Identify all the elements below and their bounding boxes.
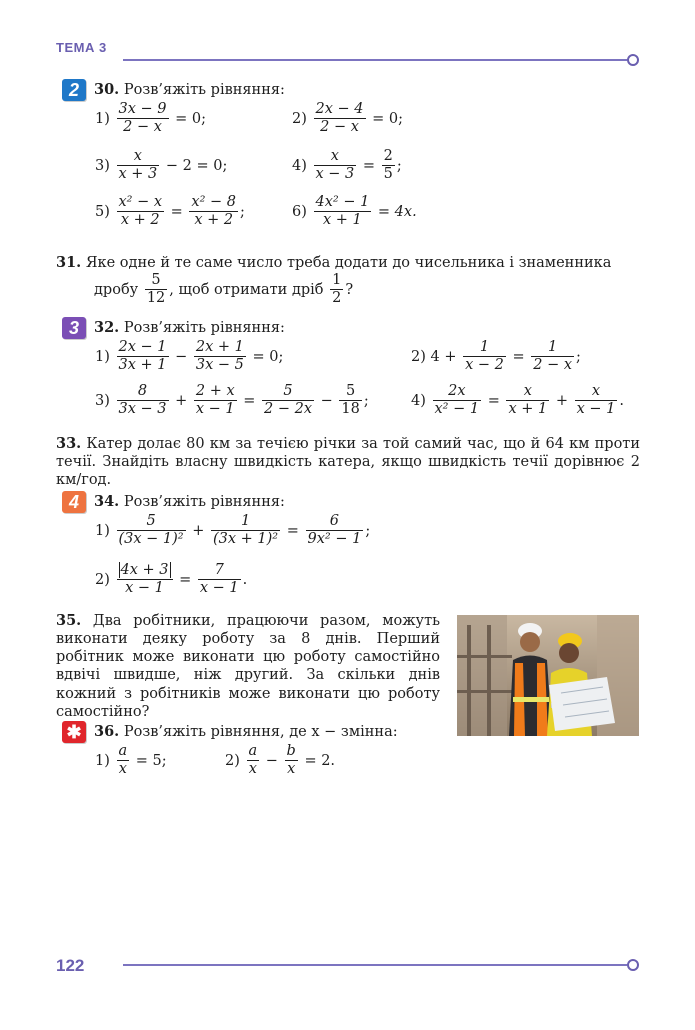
problem-number: 33. bbox=[56, 435, 82, 452]
fraction: $\frac{5}{\text{(3x − 1)²}}$ bbox=[118, 513, 184, 548]
problem-text: Розв’яжіть рівняння: bbox=[123, 320, 285, 336]
item-label: 1) bbox=[95, 348, 110, 365]
fraction: $\frac{5}{12}$ bbox=[146, 272, 166, 307]
punctuation: ; bbox=[396, 157, 402, 174]
problem-text: Розв’яжіть рівняння: bbox=[123, 82, 285, 98]
equation-34-2 bbox=[95, 562, 247, 598]
equation-30-5 bbox=[95, 194, 245, 230]
operator: − bbox=[265, 752, 278, 769]
level-3-icon: 3 bbox=[62, 317, 86, 339]
operator: + bbox=[192, 522, 205, 539]
fraction: $\frac{\text{4x² − 1}}{x + 1}$ bbox=[315, 194, 370, 229]
item-label: 1) bbox=[95, 752, 110, 769]
fraction: $\frac{3x - 9}{2 - x}$ bbox=[118, 101, 167, 136]
equation-32-1 bbox=[95, 339, 283, 375]
equation-30-1 bbox=[95, 101, 206, 137]
item-label: 3) bbox=[95, 157, 110, 174]
punctuation: ; bbox=[365, 522, 371, 539]
equation-30-4 bbox=[292, 148, 402, 184]
problem-number: 32. bbox=[94, 319, 120, 336]
fraction: $\frac{5}{2 - 2x}$ bbox=[264, 383, 313, 418]
problem-text: Розв’яжіть рівняння, де x − змінна: bbox=[123, 724, 398, 740]
problem-text: Катер долає 80 км за течією річки за той самий час, що й 64 км проти течії. Знайдіть власну швидкість катера, якщо швидкість течії дорівнює 2 км/год. bbox=[56, 436, 640, 489]
page-number: 122 bbox=[56, 956, 85, 975]
fraction: $\frac{\text{x² − 8}}{x + 2}$ bbox=[191, 194, 237, 229]
fraction: $\frac{x}{x + 1}$ bbox=[508, 383, 548, 418]
equals-sign: = bbox=[243, 392, 256, 409]
problem-text: Розв’яжіть рівняння: bbox=[123, 494, 285, 510]
operator: − bbox=[175, 348, 188, 365]
item-label: 1) bbox=[95, 110, 110, 127]
equation-rhs: = 2. bbox=[304, 752, 336, 769]
fraction: $\frac{2x}{\text{x² − 1}}$ bbox=[434, 383, 480, 418]
fraction: $\frac{4x + 3}{x - 1}$ bbox=[117, 562, 173, 598]
fraction: $\frac{\text{x² − x}}{x + 2}$ bbox=[118, 194, 163, 229]
operator: + bbox=[175, 392, 188, 409]
fraction: $\frac{x}{x + 3}$ bbox=[118, 148, 158, 183]
item-label: 5) bbox=[95, 203, 110, 220]
equation-rhs: = 5; bbox=[135, 752, 167, 769]
header-rule-end bbox=[627, 54, 639, 66]
fraction: $\frac{8}{3x - 3}$ bbox=[118, 383, 167, 418]
fraction: $\frac{5}{18}$ bbox=[341, 383, 360, 418]
workers-photo bbox=[457, 615, 639, 736]
fraction: $\frac{b}{x}$ bbox=[286, 743, 296, 778]
item-label: 1) bbox=[95, 522, 110, 539]
level-4-icon: 4 bbox=[62, 491, 86, 513]
problem-text: Яке одне й те саме число треба додати до чисельника і знаменника bbox=[85, 255, 612, 271]
equation-32-3 bbox=[95, 383, 369, 419]
problem-31-line-2 bbox=[94, 272, 353, 308]
equation-34-1 bbox=[95, 513, 370, 549]
punctuation: . bbox=[242, 571, 248, 588]
problem-30-heading bbox=[94, 81, 285, 99]
problem-text: , щоб отримати дріб bbox=[169, 281, 324, 298]
problem-32-heading bbox=[94, 319, 285, 337]
equals-sign: = bbox=[286, 522, 299, 539]
equals-sign: = bbox=[170, 203, 183, 220]
problem-text: дробу bbox=[94, 281, 139, 298]
operator: − bbox=[320, 392, 333, 409]
item-label: 2) bbox=[95, 571, 110, 588]
equation-rhs: = 0; bbox=[175, 110, 206, 127]
item-label: 3) bbox=[95, 392, 110, 409]
problem-36-heading bbox=[94, 723, 398, 741]
equals-sign: = bbox=[512, 348, 525, 365]
header-rule bbox=[123, 59, 627, 61]
fraction: $\frac{x}{x - 3}$ bbox=[315, 148, 355, 183]
fraction: $\frac{a}{x}$ bbox=[248, 743, 258, 778]
equals-sign: = bbox=[487, 392, 500, 409]
problem-number: 36. bbox=[94, 723, 120, 740]
fraction: $\frac{1}{\text{(3x + 1)²}}$ bbox=[213, 513, 279, 548]
problem-number: 31. bbox=[56, 254, 82, 271]
fraction: $\frac{2x - 1}{3x + 1}$ bbox=[118, 339, 167, 374]
equation-rest: − 2 = 0; bbox=[165, 157, 228, 174]
fraction: $\frac{6}{\text{9x² − 1}}$ bbox=[307, 513, 362, 548]
fraction: $\frac{a}{x}$ bbox=[118, 743, 128, 778]
fraction: $\frac{2}{5}$ bbox=[383, 148, 393, 183]
item-label: 2) bbox=[292, 110, 307, 127]
equals-sign: = bbox=[179, 571, 192, 588]
footer-rule bbox=[123, 964, 627, 966]
topic-heading: ТЕМА 3 bbox=[56, 40, 107, 55]
punctuation: . bbox=[619, 392, 625, 409]
operator: + bbox=[555, 392, 569, 409]
punctuation: ? bbox=[345, 281, 354, 298]
footer-rule-end bbox=[627, 959, 639, 971]
item-label: 2) bbox=[225, 752, 240, 769]
fraction: $\frac{2x + 1}{3x - 5}$ bbox=[195, 339, 244, 374]
item-label: 4) bbox=[292, 157, 307, 174]
problem-34-heading bbox=[94, 493, 285, 511]
level-5-star-icon: ✱ bbox=[62, 721, 86, 743]
equation-32-2 bbox=[411, 339, 581, 375]
punctuation: ; bbox=[240, 203, 245, 220]
fraction: $\frac{1}{x - 2}$ bbox=[465, 339, 504, 374]
equation-rhs: = 0; bbox=[252, 348, 284, 365]
equation-30-2 bbox=[292, 101, 403, 137]
equation-30-6 bbox=[292, 194, 417, 230]
equation-36-1 bbox=[95, 743, 167, 779]
equation-32-4 bbox=[411, 383, 624, 419]
equation-rhs: = 4x. bbox=[377, 203, 417, 220]
problem-33 bbox=[56, 435, 640, 489]
equation-36-2 bbox=[225, 743, 335, 779]
problem-number: 34. bbox=[94, 493, 120, 510]
fraction: $\frac{2x - 4}{2 - x}$ bbox=[315, 101, 364, 136]
equals-sign: = bbox=[362, 157, 376, 174]
problem-number: 35. bbox=[56, 612, 82, 629]
fraction: $\frac{x}{x - 1}$ bbox=[576, 383, 616, 418]
equation-30-3 bbox=[95, 148, 227, 184]
problem-31 bbox=[56, 254, 640, 272]
problem-35 bbox=[56, 612, 440, 721]
fraction: $\frac{7}{x - 1}$ bbox=[199, 562, 239, 597]
fraction: $\frac{1}{2 - x}$ bbox=[533, 339, 573, 374]
item-label: 2) 4 + bbox=[411, 348, 457, 365]
fraction: $\frac{2 + x}{x - 1}$ bbox=[195, 383, 235, 418]
problem-number: 30. bbox=[94, 81, 120, 98]
punctuation: ; bbox=[363, 392, 369, 409]
equation-rhs: = 0; bbox=[372, 110, 403, 127]
punctuation: ; bbox=[576, 348, 581, 365]
level-2-icon: 2 bbox=[62, 79, 86, 101]
fraction: $\frac{1}{2}$ bbox=[332, 272, 342, 307]
item-label: 6) bbox=[292, 203, 307, 220]
problem-text: Два робітники, працюючи разом, можуть виконати деяку роботу за 8 днів. Перший робітник може виконати цю роботу самостійно вдвічі швидше, ніж другий. За скільки днів кожний з робітників може виконати цю роботу самостійно? bbox=[56, 613, 440, 720]
item-label: 4) bbox=[411, 392, 426, 409]
